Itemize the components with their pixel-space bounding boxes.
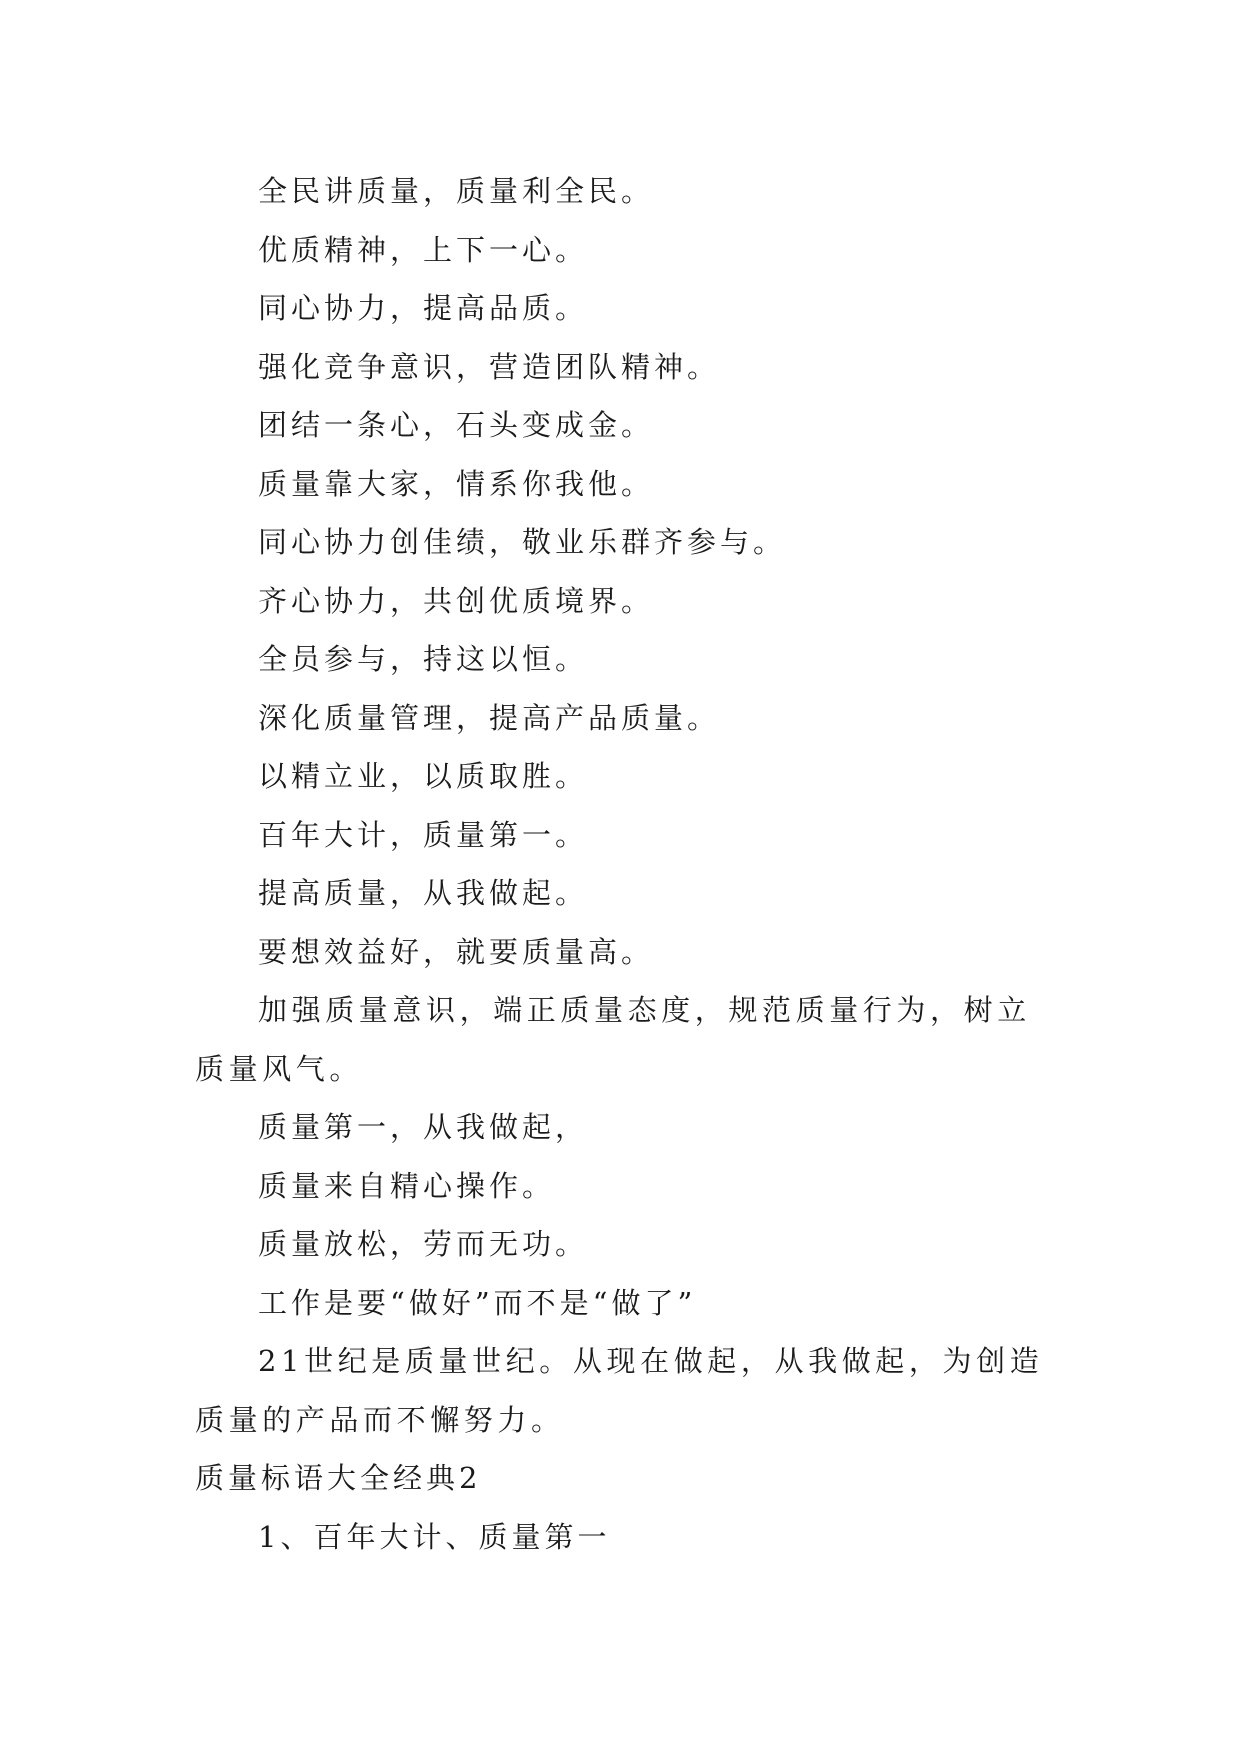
paragraph: 强化竞争意识，营造团队精神。 <box>258 349 721 384</box>
paragraph: 21世纪是质量世纪。从现在做起，从我做起，为创造质量的产品而不懈努力。 <box>195 1344 1044 1437</box>
paragraph: 质量靠大家，情系你我他。 <box>258 466 655 501</box>
paragraph: 质量放松，劳而无功。 <box>258 1227 589 1261</box>
paragraph: 质量第一，从我做起， <box>258 1110 589 1144</box>
paragraph: 深化质量管理，提高产品质量。 <box>258 700 721 735</box>
paragraph: 质量来自精心操作。 <box>258 1168 556 1203</box>
paragraph: 提高质量，从我做起。 <box>258 876 589 910</box>
paragraph: 全员参与，持这以恒。 <box>258 642 589 676</box>
document-body <box>195 162 1055 1566</box>
paragraph: 工作是要“做好”而不是“做了” <box>258 1285 697 1320</box>
paragraph: 齐心协力，共创优质境界。 <box>258 583 655 618</box>
section-heading: 质量标语大全经典2 <box>195 1461 482 1495</box>
paragraph: 1、百年大计、质量第一 <box>258 1519 611 1554</box>
paragraph: 同心协力创佳绩，敬业乐群齐参与。 <box>258 525 787 559</box>
paragraph: 要想效益好，就要质量高。 <box>258 934 655 969</box>
paragraph: 以精立业，以质取胜。 <box>258 759 589 793</box>
paragraph: 团结一条心，石头变成金。 <box>258 408 655 442</box>
paragraph: 优质精神，上下一心。 <box>258 232 589 267</box>
paragraph: 全民讲质量，质量利全民。 <box>258 174 655 208</box>
paragraph: 同心协力，提高品质。 <box>258 291 589 325</box>
paragraph: 百年大计，质量第一。 <box>258 817 589 852</box>
paragraph: 加强质量意识，端正质量态度，规范质量行为，树立质量风气。 <box>195 993 1031 1086</box>
